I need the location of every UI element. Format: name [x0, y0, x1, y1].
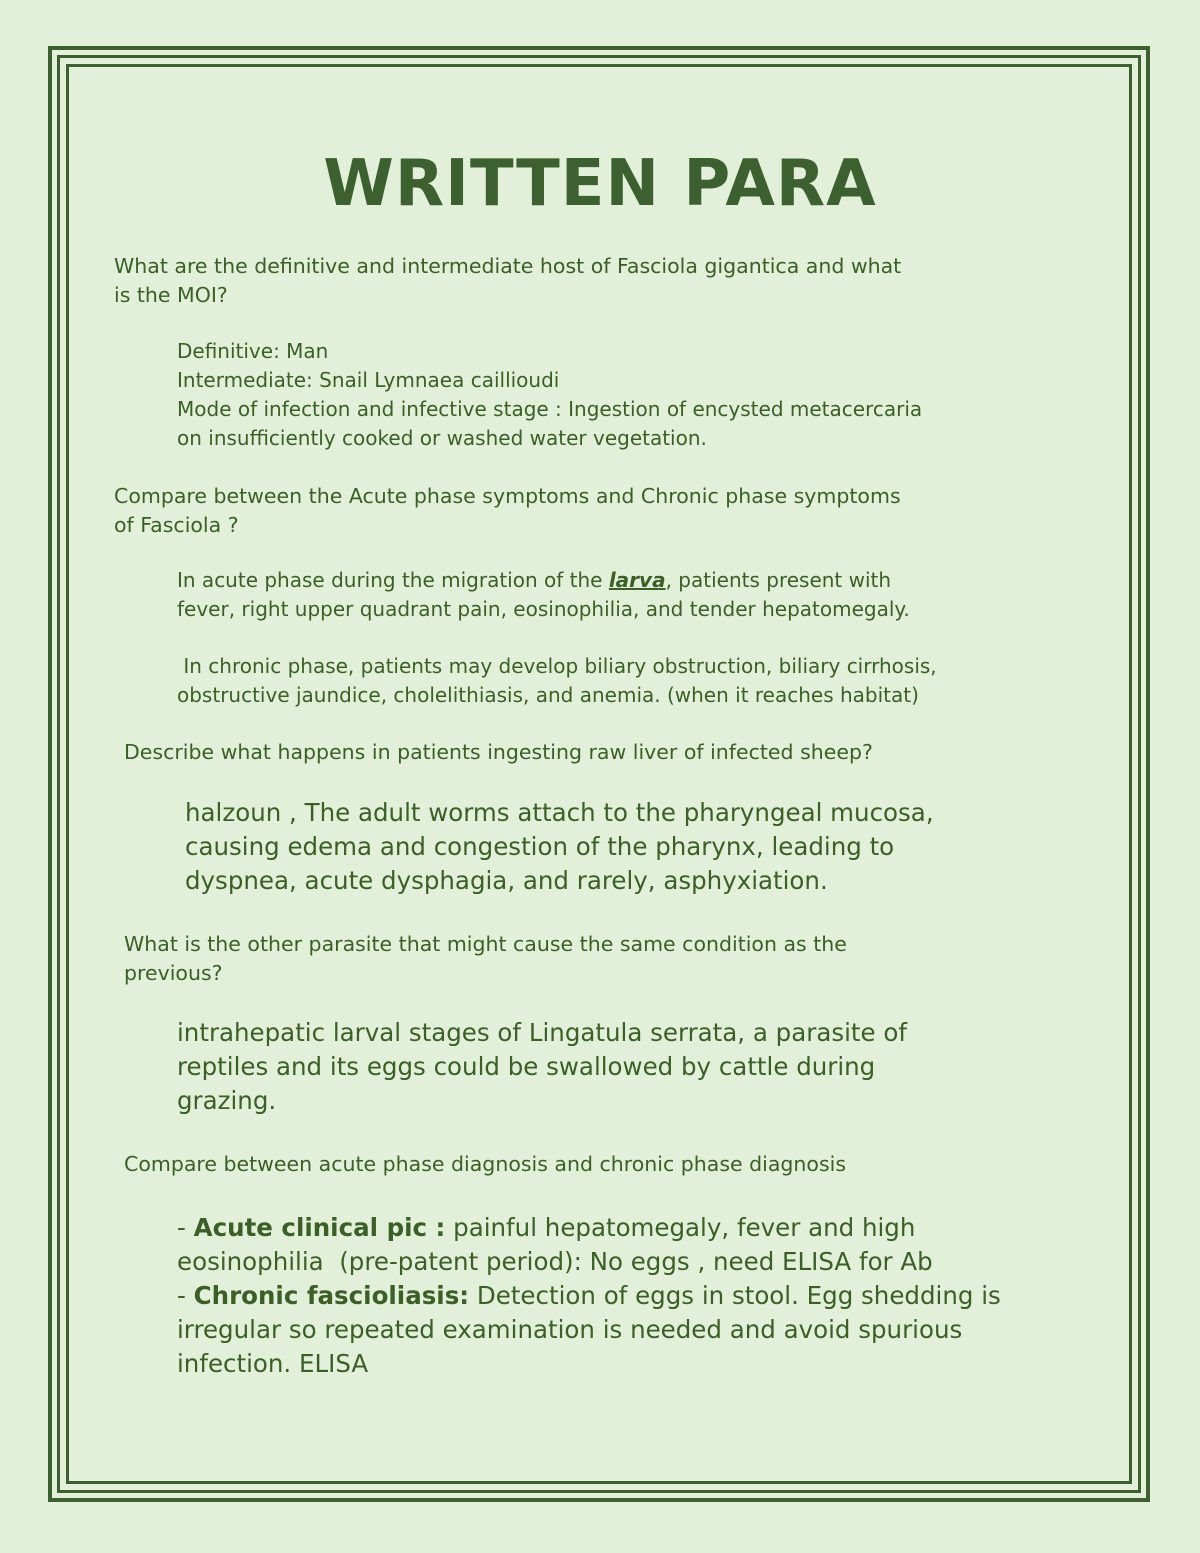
answer-3-line: causing edema and congestion of the pharynx, leading to: [185, 832, 895, 861]
answer-1-line: Intermediate: Snail Lymnaea caillioudi: [177, 368, 560, 392]
answer-1-line: Mode of infection and infective stage : Ingestion of encysted metacercaria: [177, 397, 923, 421]
answer-5-chronic-line: [177, 1279, 1001, 1313]
acute-label: Acute clinical pic :: [193, 1213, 446, 1242]
question-1-line: What are the definitive and intermediate host of Fasciola gigantica and what: [114, 254, 902, 278]
answer-5-acute-line: eosinophilia (pre-patent period): No eggs , need ELISA for Ab: [177, 1247, 933, 1276]
answer-3: [185, 796, 934, 898]
answer-5-chronic-line: infection. ELISA: [177, 1349, 369, 1378]
answer-2-acute: [177, 566, 910, 624]
question-1: [114, 252, 901, 310]
question-5-line: Compare between acute phase diagnosis and chronic phase diagnosis: [124, 1152, 847, 1176]
chronic-text: Detection of eggs in stool. Egg shedding is: [469, 1281, 1001, 1310]
acute-text-pre: In acute phase during the migration of the: [177, 568, 609, 592]
question-5: [124, 1150, 846, 1179]
question-2-line: Compare between the Acute phase symptoms and Chronic phase symptoms: [114, 484, 901, 508]
larva-emphasis: larva: [608, 568, 666, 592]
question-3: [124, 738, 873, 767]
answer-2-acute-line: [177, 566, 910, 595]
acute-text: painful hepatomegaly, fever and high: [445, 1213, 916, 1242]
page-title: WRITTEN PARA: [323, 147, 877, 221]
answer-5: [177, 1211, 1001, 1381]
answer-3-line: dyspnea, acute dysphagia, and rarely, asphyxiation.: [185, 866, 828, 895]
answer-4-line: intrahepatic larval stages of Lingatula serrata, a parasite of: [177, 1018, 907, 1047]
answer-3-line: halzoun , The adult worms attach to the pharyngeal mucosa,: [185, 798, 934, 827]
answer-5-chronic-line: irregular so repeated examination is needed and avoid spurious: [177, 1315, 963, 1344]
acute-text-post: , patients present with: [665, 568, 892, 592]
answer-1-line: on insufficiently cooked or washed water vegetation.: [177, 426, 707, 450]
answer-1-line: Definitive: Man: [177, 339, 329, 363]
answer-4-line: grazing.: [177, 1086, 277, 1115]
answer-1: [177, 337, 922, 453]
question-2: [114, 482, 901, 540]
answer-2-chronic: [177, 652, 937, 710]
chronic-label: Chronic fascioliasis:: [193, 1281, 470, 1310]
answer-5-acute-line: [177, 1211, 1001, 1245]
bullet-dash: -: [177, 1281, 194, 1310]
answer-2-chronic-line: obstructive jaundice, cholelithiasis, and anemia. (when it reaches habitat): [177, 683, 919, 707]
answer-4-line: reptiles and its eggs could be swallowed by cattle during: [177, 1052, 876, 1081]
answer-2-acute-line: fever, right upper quadrant pain, eosinophilia, and tender hepatomegaly.: [177, 597, 910, 621]
question-4: [124, 930, 847, 988]
answer-4: [177, 1016, 907, 1118]
question-2-line: of Fasciola ?: [114, 513, 239, 537]
question-1-line: is the MOI?: [114, 283, 228, 307]
question-4-line: previous?: [124, 961, 223, 985]
question-3-line: Describe what happens in patients ingesting raw liver of infected sheep?: [124, 740, 873, 764]
question-4-line: What is the other parasite that might cause the same condition as the: [124, 932, 847, 956]
bullet-dash: -: [177, 1213, 194, 1242]
answer-2-chronic-line: In chronic phase, patients may develop biliary obstruction, biliary cirrhosis,: [177, 654, 937, 678]
